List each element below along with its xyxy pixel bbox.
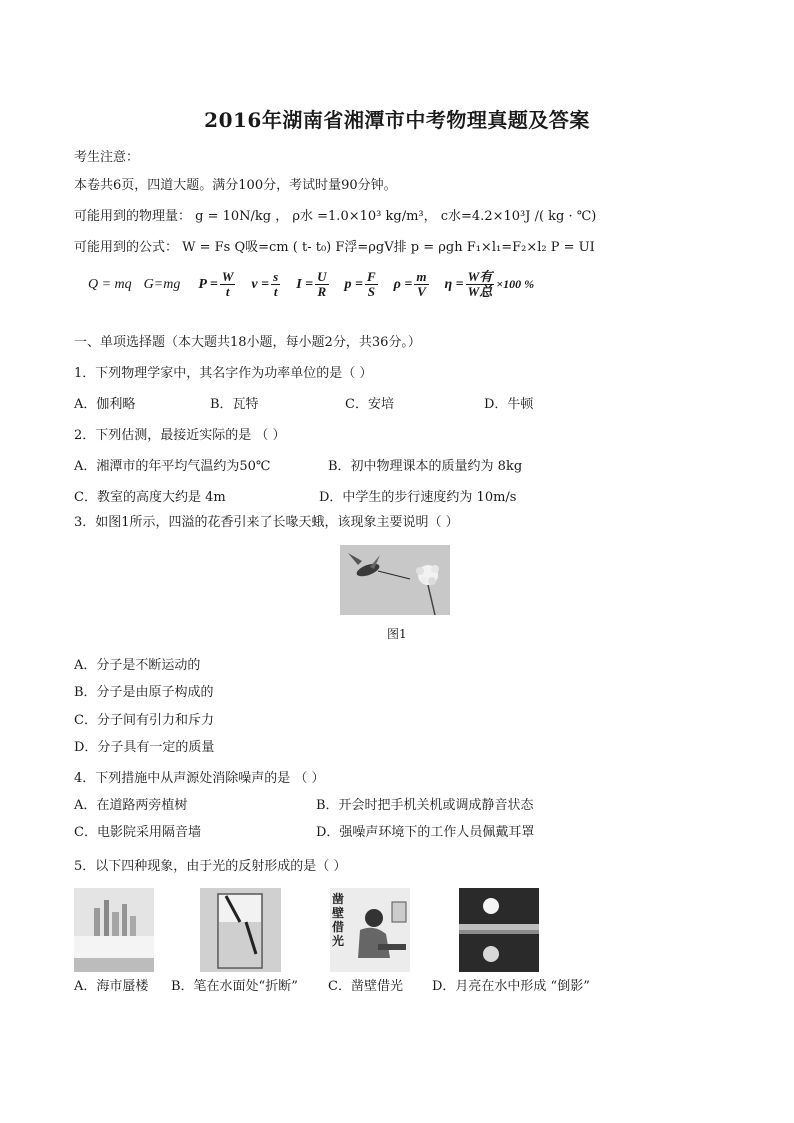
notice-line: 本卷共6页，四道大题。满分100分，考试时量90分钟。	[74, 178, 397, 193]
formula-speed: v = $\frac{s}{t}$	[251, 269, 279, 299]
formula-gravity: G=mg	[143, 276, 181, 292]
option-a: A．在道路两旁植树	[74, 798, 188, 813]
pen-in-water-illustration	[200, 888, 281, 972]
option-b: B．开会时把手机关机或调成静音状态	[316, 798, 534, 813]
mirage-illustration	[74, 888, 154, 972]
option-c: C．凿壁借光	[328, 979, 403, 994]
pen-in-water-image	[200, 888, 281, 972]
option-d: D．牛顿	[484, 397, 534, 412]
option-c: C．教室的高度大约是 4m	[74, 490, 226, 505]
formula-heat-fuel: Q = mq	[88, 276, 132, 292]
formula-density: ρ = $\frac{m}{V}$	[393, 269, 427, 299]
option-c: C．电影院采用隔音墙	[74, 825, 201, 840]
option-c: C．分子间有引力和斥力	[74, 713, 214, 728]
option-d: D．月亮在水中形成 “倒影”	[432, 979, 590, 994]
option-b: B．分子是由原子构成的	[74, 685, 214, 700]
option-b: B．瓦特	[210, 397, 259, 412]
option-d: D．中学生的步行速度约为 10m/s	[319, 490, 517, 505]
mirage-image	[74, 888, 154, 972]
formulas-line: 可能用到的公式： W = Fs Q吸=cm ( t- t₀) F浮=ρgV排 p = ρgh F₁×l₁=F₂×l₂ P = UI	[74, 240, 595, 255]
option-a: A．分子是不断运动的	[74, 658, 201, 673]
formula-efficiency: η = $\frac{\text{W有}}{\text{W总}}$ ×100 %	[444, 269, 535, 299]
formula-current: I = $\frac{U}{R}$	[296, 269, 327, 299]
question-stem: 3．如图1所示，四溢的花香引来了长喙天蛾，该现象主要说明（ ）	[74, 515, 459, 530]
question-stem: 2．下列估测，最接近实际的是 （ ）	[74, 428, 286, 443]
question-stem: 5．以下四种现象，由于光的反射形成的是（ ）	[74, 859, 347, 874]
borrowing-light-image	[330, 888, 410, 972]
option-d: D．强噪声环境下的工作人员佩戴耳罩	[316, 825, 535, 840]
option-b: B．初中物理课本的质量约为 8kg	[328, 459, 523, 474]
option-a: A．伽利略	[74, 397, 136, 412]
moon-reflection-image	[459, 888, 539, 972]
option-a: A．湘潭市的年平均气温约为50℃	[74, 459, 271, 474]
option-d: D．分子具有一定的质量	[74, 740, 215, 755]
figure-caption: 图1	[387, 627, 407, 641]
section-heading: 一、单项选择题（本大题共18小题，每小题2分，共36分。）	[74, 335, 421, 350]
constants-line: 可能用到的物理量： g = 10N/kg ， ρ水 =1.0×10³ kg/m³， c水=4.2×10³J /( kg · ℃)	[74, 209, 597, 224]
figure-1-image	[340, 545, 450, 615]
question-stem: 4．下列措施中从声源处消除噪声的是 （ ）	[74, 771, 325, 786]
option-a: A．海市蜃楼	[74, 979, 149, 994]
notice-heading: 考生注意：	[74, 150, 140, 165]
page-title: 2016年湖南省湘潭市中考物理真题及答案	[204, 108, 590, 132]
image-label: 凿壁借光	[332, 892, 345, 948]
moth-and-flower-illustration	[340, 545, 450, 615]
formula-row	[88, 270, 548, 299]
option-c: C．安培	[345, 397, 394, 412]
option-b: B．笔在水面处“折断”	[171, 979, 298, 994]
formula-pressure: p = $\frac{F}{S}$	[344, 269, 376, 299]
question-stem: 1．下列物理学家中，其名字作为功率单位的是（ ）	[74, 366, 373, 381]
formula-power: P = $\frac{W}{t}$	[198, 269, 234, 299]
moon-reflection-illustration	[459, 888, 539, 972]
